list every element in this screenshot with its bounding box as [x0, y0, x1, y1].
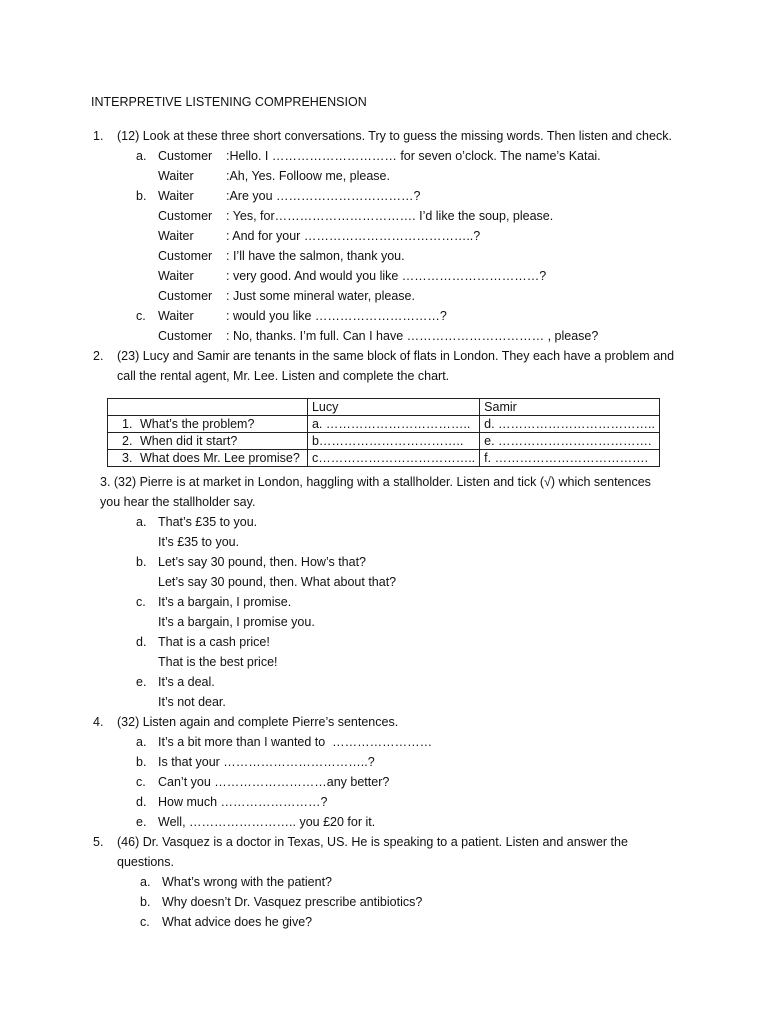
q5-instruction-line1: (46) Dr. Vasquez is a doctor in Texas, US. He is speaking to a patient. Listen and answer the	[117, 835, 628, 849]
q3-item-option: That is the best price!	[158, 655, 278, 669]
q5-number: 5.	[93, 835, 104, 849]
q2-instruction-line2: call the rental agent, Mr. Lee. Listen and complete the chart.	[117, 369, 450, 383]
q1-speaker: Customer	[158, 329, 213, 343]
chart-row-number: 2.	[122, 434, 133, 448]
q1-speaker: Customer	[158, 149, 213, 163]
q2-instruction-line1: (23) Lucy and Samir are tenants in the same block of flats in London. They each have a problem and	[117, 349, 675, 363]
q3-item-letter: d.	[136, 635, 147, 649]
q5-item-letter: a.	[140, 875, 151, 889]
q3-item-option: Let’s say 30 pound, then. What about that?	[158, 575, 397, 589]
q1-line: : Just some mineral water, please.	[226, 289, 415, 303]
chart-row	[108, 450, 660, 467]
chart-question: What’s the problem?	[140, 417, 255, 431]
q3-item-option: It’s not dear.	[158, 695, 226, 709]
q1-letter-a: a.	[136, 149, 147, 163]
q5-item-letter: b.	[140, 895, 151, 909]
q5-instruction-line2: questions.	[117, 855, 174, 869]
chart-lucy-cell: c………………………………..	[307, 450, 479, 467]
q3-item-letter: c.	[136, 595, 146, 609]
chart-question-cell	[108, 450, 308, 467]
q1-speaker: Customer	[158, 209, 213, 223]
q1-letter-c: c.	[136, 309, 146, 323]
q1-speaker: Waiter	[158, 169, 194, 183]
q1-speaker: Waiter	[158, 229, 194, 243]
q3-item-letter: a.	[136, 515, 147, 529]
q4-item-text: Well, …………………….. you £20 for it.	[158, 815, 376, 829]
q4-item-letter: a.	[136, 735, 147, 749]
chart-samir-cell: e. ……………………………….	[480, 433, 660, 450]
chart-question: When did it start?	[140, 434, 238, 448]
q3-item-option: It’s a bargain, I promise.	[158, 595, 292, 609]
q4-item-letter: c.	[136, 775, 146, 789]
q3-item-option: Let’s say 30 pound, then. How’s that?	[158, 555, 367, 569]
chart-question-cell	[108, 416, 308, 433]
q1-line: :Ah, Yes. Folloow me, please.	[226, 169, 390, 183]
q2-number: 2.	[93, 349, 104, 363]
q4-item-letter: d.	[136, 795, 147, 809]
q5-item-letter: c.	[140, 915, 150, 929]
q1-line: : No, thanks. I’m full. Can I have …………………………… , please?	[226, 329, 599, 343]
q1-number: 1.	[93, 129, 104, 143]
q4-item-text: How much ……………………?	[158, 795, 328, 809]
q1-line: : would you like …………………………?	[226, 309, 447, 323]
chart-header-row	[108, 399, 660, 416]
q3-item-option: It’s £35 to you.	[158, 535, 240, 549]
q3-item-option: That’s £35 to you.	[158, 515, 258, 529]
q1-speaker: Waiter	[158, 189, 194, 203]
q4-item-text: Is that your ……………………………..?	[158, 755, 375, 769]
q1-instruction: (12) Look at these three short conversations. Try to guess the missing words. Then listen and check.	[117, 129, 672, 143]
q4-item-letter: e.	[136, 815, 147, 829]
q3-item-option: It’s a bargain, I promise you.	[158, 615, 315, 629]
chart-samir-cell: d. ………………………………..	[480, 416, 660, 433]
chart-header-lucy: Lucy	[307, 399, 479, 416]
q3-item-option: It’s a deal.	[158, 675, 215, 689]
q5-item-text: What’s wrong with the patient?	[162, 875, 333, 889]
q1-letter-b: b.	[136, 189, 147, 203]
q1-line: : Yes, for……………………………. I’d like the soup, please.	[226, 209, 554, 223]
q3-item-letter: e.	[136, 675, 147, 689]
tenant-chart	[107, 398, 660, 467]
chart-question: What does Mr. Lee promise?	[140, 451, 300, 465]
worksheet-title: INTERPRETIVE LISTENING COMPREHENSION	[91, 95, 367, 109]
q4-item-letter: b.	[136, 755, 147, 769]
q1-speaker: Waiter	[158, 309, 194, 323]
chart-lucy-cell: a. ……………………………..	[307, 416, 479, 433]
q3-instruction-line1: 3. (32) Pierre is at market in London, haggling with a stallholder. Listen and tick (√) which sentences	[100, 475, 651, 489]
q1-speaker: Customer	[158, 289, 213, 303]
q1-line: :Hello. I ………………………… for seven o’clock. The name’s Katai.	[226, 149, 601, 163]
q1-line: : very good. And would you like ……………………………?	[226, 269, 547, 283]
q3-item-option: That is a cash price!	[158, 635, 270, 649]
chart-row-number: 3.	[122, 451, 133, 465]
q5-item-text: What advice does he give?	[162, 915, 313, 929]
chart-header-samir: Samir	[480, 399, 660, 416]
q4-item-text: It’s a bit more than I wanted to ……………………	[158, 735, 433, 749]
q1-speaker: Waiter	[158, 269, 194, 283]
q1-speaker: Customer	[158, 249, 213, 263]
q3-instruction-line2: you hear the stallholder say.	[100, 495, 256, 509]
q1-line: : I’ll have the salmon, thank you.	[226, 249, 405, 263]
chart-question-cell	[108, 433, 308, 450]
q4-instruction: (32) Listen again and complete Pierre’s sentences.	[117, 715, 399, 729]
q4-number: 4.	[93, 715, 104, 729]
chart-samir-cell: f. ……………………………….	[480, 450, 660, 467]
chart-row	[108, 416, 660, 433]
q1-line: : And for your …………………………………..?	[226, 229, 481, 243]
chart-header-empty	[108, 399, 308, 416]
q5-item-text: Why doesn’t Dr. Vasquez prescribe antibiotics?	[162, 895, 423, 909]
q3-item-letter: b.	[136, 555, 147, 569]
q1-line: :Are you ……………………………?	[226, 189, 421, 203]
chart-row-number: 1.	[122, 417, 133, 431]
q4-item-text: Can’t you ………………………any better?	[158, 775, 390, 789]
chart-row	[108, 433, 660, 450]
chart-lucy-cell: b……………………………..	[307, 433, 479, 450]
